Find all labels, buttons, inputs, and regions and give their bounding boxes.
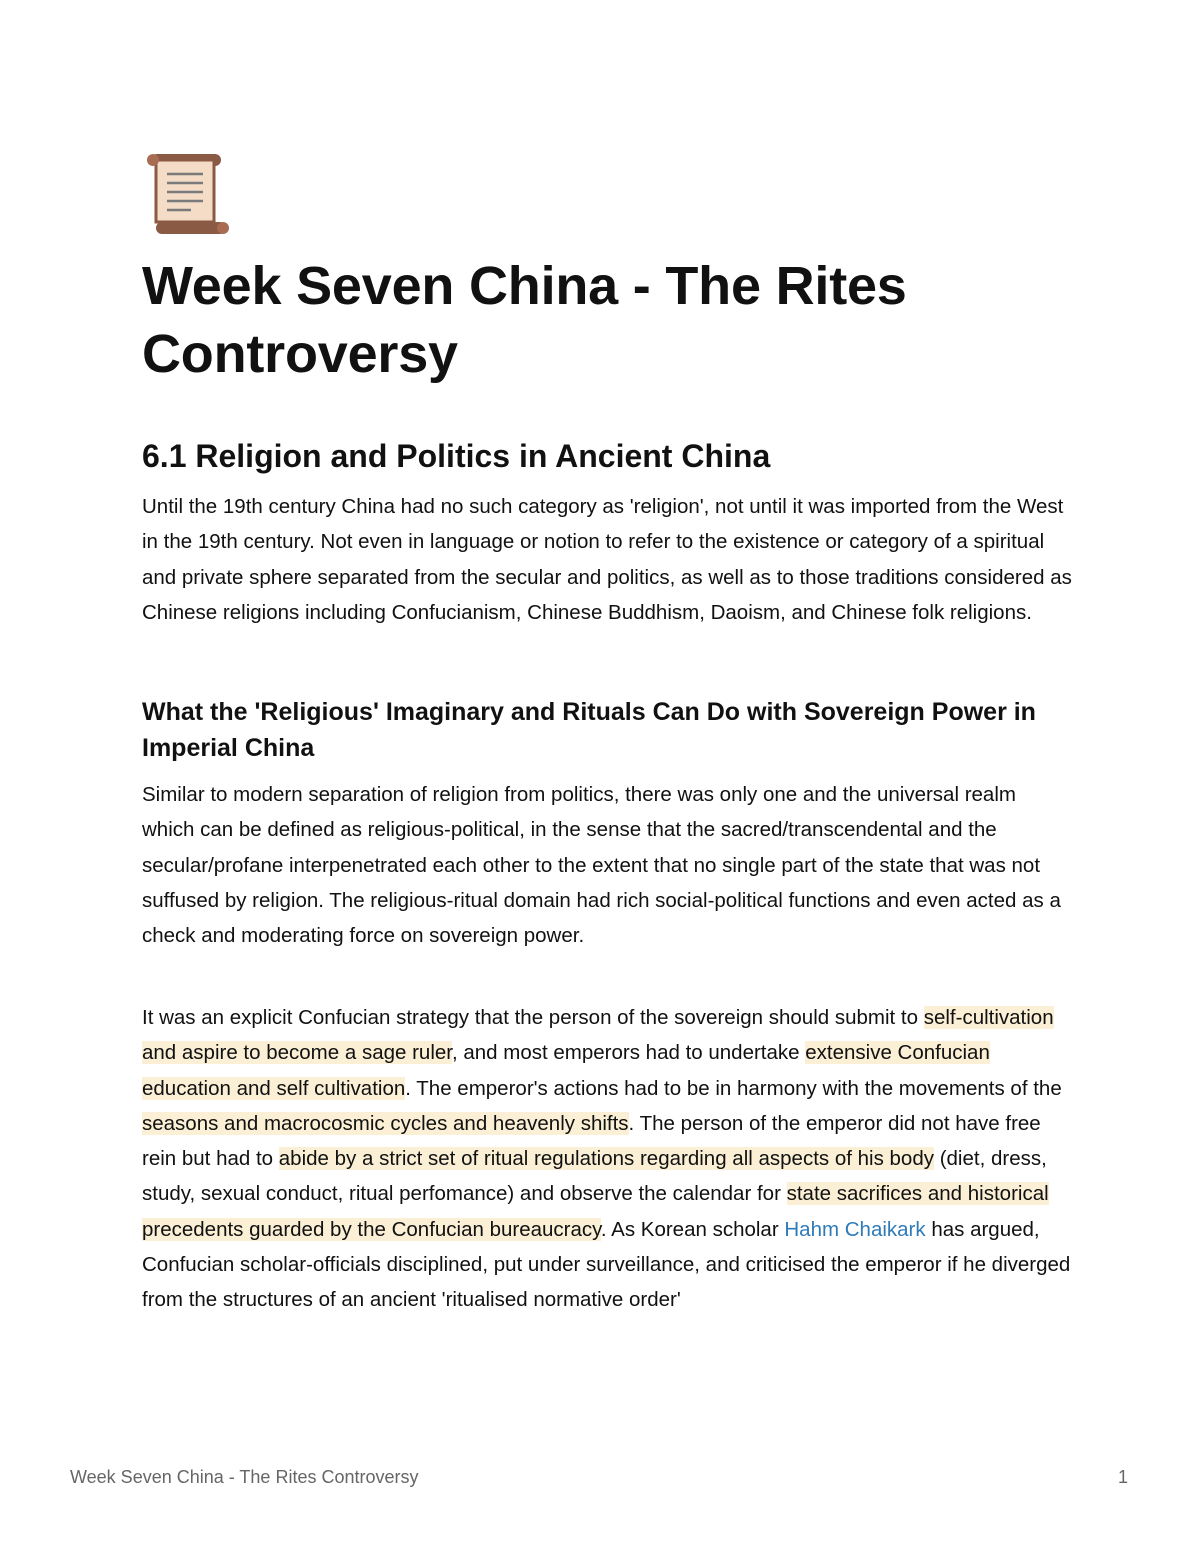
- text-run: . The person of the emperor did not have free rein but had to: [142, 1111, 1041, 1171]
- text-run: It was an explicit Confucian strategy that the person of the sovereign should submit to: [142, 1006, 924, 1029]
- highlight-state-sacrifices: state sacrifices and historical precedents guarded by the Confucian bureaucracy: [142, 1182, 1049, 1241]
- text-run: (diet, dress, study, sexual conduct, ritual perfomance) and observe the calendar for: [142, 1147, 1047, 1206]
- section-heading: 6.1 Religion and Politics in Ancient China: [142, 438, 771, 474]
- highlight-seasons: seasons and macrocosmic cycles and heavenly shifts: [142, 1111, 629, 1135]
- text-run: has argued, Confucian scholar-officials disciplined, put under surveillance, and criticised the emperor if he diverged from the structures of an ancient 'ritualised normative order': [142, 1217, 1071, 1312]
- scroll-icon: [143, 152, 229, 236]
- highlight-education: extensive Confucian education and self cultivation: [142, 1041, 990, 1100]
- page-number: 1: [1117, 1467, 1128, 1487]
- paragraph-religious-political: Similar to modern separation of religion from politics, there was only one and the universal realm which can be defined as religious-political, in the sense that the sacred/transcendental and the secular/profane interpenetrated each other to the extent that no single part of the state that was not suffused by religion. The religious-ritual domain had rich social-political functions and even acted as a check and moderating force on sovereign power.: [142, 783, 1061, 948]
- text-run: , and most emperors had to undertake: [451, 1041, 806, 1065]
- subheading: What the 'Religious' Imaginary and Rituals Can Do with Sovereign Power in Imperial China: [142, 698, 1036, 762]
- paragraph-confucian-strategy: [142, 1000, 1077, 1318]
- paragraph-religion-category: Until the 19th century China had no such category as 'religion', not until it was imported from the West in the 19th century. Not even in language or notion to refer to the existence or category of a spiritual and private sphere separated from the secular and politics, as well as to those traditions considered as Chinese religions including Confucianism, Chinese Buddhism, Daoism, and Chinese folk religions.: [142, 495, 1072, 624]
- page-title: Week Seven China - The Rites Controversy: [142, 256, 907, 384]
- text-run: . As Korean scholar: [600, 1217, 785, 1241]
- text-run: . The emperor's actions had to be in harmony with the movements of the: [405, 1076, 1062, 1100]
- hahm-chaikark-link[interactable]: Hahm Chaikark: [784, 1217, 926, 1241]
- highlight-ritual-regulations: abide by a strict set of ritual regulations regarding all aspects of his body: [278, 1147, 934, 1171]
- highlight-sage-ruler: self-cultivation and aspire to become a sage ruler: [142, 1006, 1054, 1065]
- footer-title: Week Seven China - The Rites Controversy: [70, 1467, 419, 1487]
